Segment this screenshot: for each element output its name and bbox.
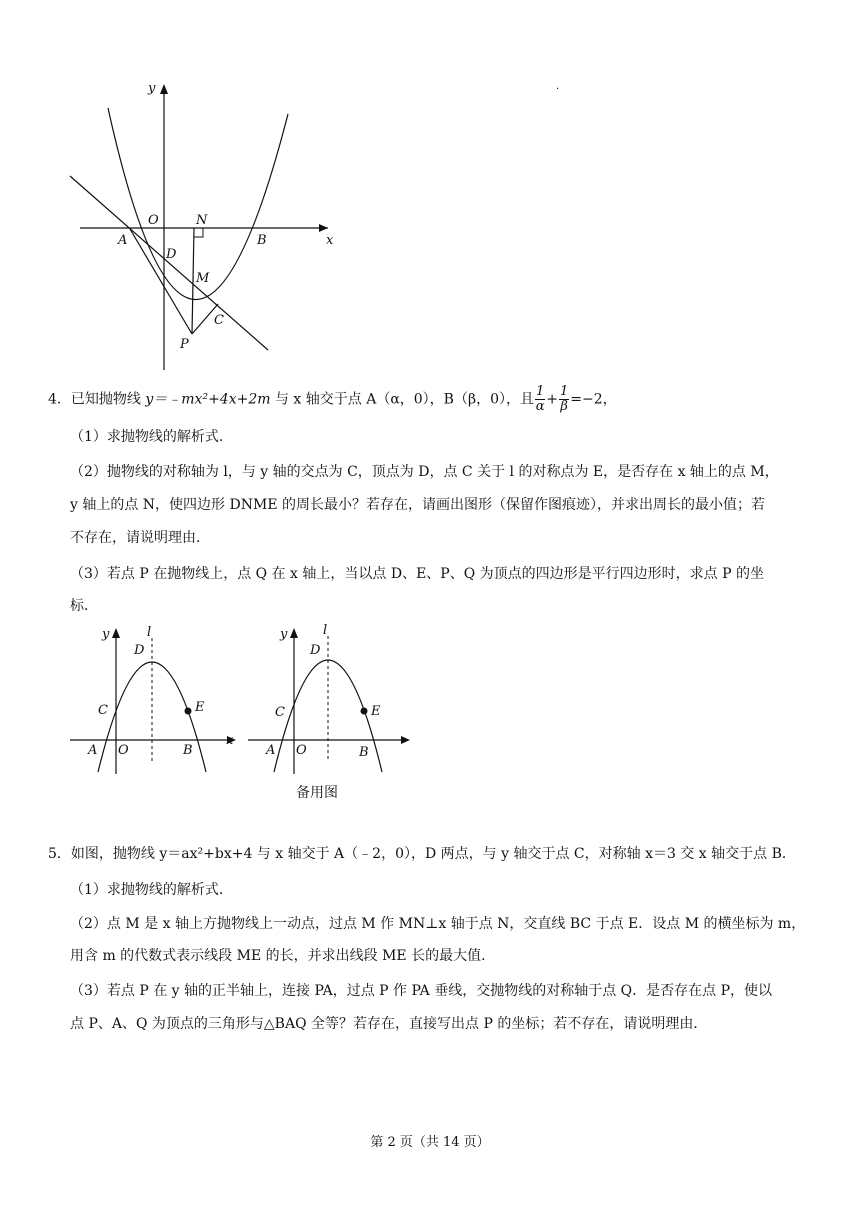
q4-part1: （1）求抛物线的解析式． <box>70 429 233 445</box>
spare-figure-caption: 备用图 <box>296 785 338 801</box>
label-l: l <box>147 625 152 640</box>
q4-statement <box>48 384 828 414</box>
label-o: O <box>148 213 159 228</box>
label-y: y <box>102 627 110 642</box>
label-y: y <box>280 627 288 642</box>
label-x: x <box>226 733 234 748</box>
q5-number: 5． <box>48 846 71 862</box>
frac-alpha-num: 1 <box>535 384 545 399</box>
y-axis-arrow-icon <box>290 628 298 638</box>
label-n: N <box>196 213 208 228</box>
label-e: E <box>371 704 381 719</box>
label-d: D <box>166 247 177 262</box>
page-footer: 第 2 页（共 14 页） <box>370 1135 490 1150</box>
frac-beta-den: β <box>560 399 568 414</box>
right-angle-mark <box>194 228 203 237</box>
q5-part2-line1: （2）点 M 是 x 轴上方抛物线上一动点，过点 M 作 MN⊥x 轴于点 N，交直线 BC 于点 E．设点 M 的横坐标为 m， <box>70 916 806 932</box>
frac-beta-num: 1 <box>560 384 569 399</box>
label-c: C <box>98 703 108 718</box>
y-axis-arrow-icon <box>160 84 168 94</box>
figure-q4-spare <box>240 622 420 774</box>
q4-part3-line1: （3）若点 P 在抛物线上，点 Q 在 x 轴上，当以点 D、E、P、Q 为顶点的四边形是平行四边形时，求点 P 的坐 <box>70 566 764 582</box>
label-d: D <box>310 643 321 658</box>
q5-part1: （1）求抛物线的解析式． <box>70 882 233 898</box>
q4-tail: =−2， <box>570 391 617 408</box>
label-l: l <box>323 623 328 638</box>
q4-part2-line2: y 轴上的点 N，使四边形 DNME 的周长最小？若存在，请画出图形（保留作图痕迹），并求出周长的最小值；若 <box>70 497 765 513</box>
label-b: B <box>183 743 193 758</box>
q4-lead: 已知抛物线 <box>70 391 146 408</box>
point-e <box>361 708 368 715</box>
label-p: P <box>180 337 189 352</box>
label-a: A <box>266 743 276 758</box>
q5-part2-line2: 用含 m 的代数式表示线段 ME 的长，并求出线段 ME 长的最大值． <box>70 948 496 964</box>
label-b: B <box>257 233 267 248</box>
q4-part3-line2: 标． <box>70 598 98 614</box>
label-m: M <box>196 271 210 286</box>
q4-part2-line3: 不存在，请说明理由． <box>70 530 210 546</box>
line-ac <box>70 176 268 350</box>
x-axis-arrow-icon <box>319 224 328 232</box>
figure-parabola-1 <box>60 78 350 378</box>
q4-part2-line1: （2）抛物线的对称轴为 l，与 y 轴的交点为 C，顶点为 D，点 C 关于 l 的对称点为 E，是否存在 x 轴上的点 M， <box>70 464 779 480</box>
y-axis-arrow-icon <box>112 628 120 638</box>
label-d: D <box>134 643 145 658</box>
figure-q4-main <box>62 622 242 774</box>
label-y: y <box>148 81 156 96</box>
point-e <box>185 708 192 715</box>
q5-statement <box>48 844 828 864</box>
label-e: E <box>195 700 205 715</box>
label-a: A <box>88 743 98 758</box>
q5-part3-line2: 点 P、A、Q 为顶点的三角形与△BAQ 全等？若存在，直接写出点 P 的坐标；若不存在，请说明理由． <box>70 1016 708 1032</box>
label-o: O <box>296 743 307 758</box>
q4-frac-alpha <box>535 385 545 414</box>
q4-number: 4． <box>48 391 71 408</box>
label-c: C <box>275 705 285 720</box>
x-axis-arrow-icon <box>401 736 410 744</box>
label-a: A <box>118 233 128 248</box>
frac-alpha-den: α <box>535 399 545 414</box>
label-x: x <box>326 233 334 248</box>
label-c: C <box>214 313 224 328</box>
label-o: O <box>118 743 129 758</box>
q4-frac-beta <box>559 385 569 414</box>
q5-part3-line1: （3）若点 P 在 y 轴的正半轴上，连接 PA，过点 P 作 PA 垂线，交抛物线的对称轴于点 Q．是否存在点 P，使以 <box>70 983 772 999</box>
q5-line1: 如图，抛物线 y＝ax²+bx+4 与 x 轴交于 A（﹣2，0），D 两点，与 y 轴交于点 C，对称轴 x＝3 交 x 轴交于点 B． <box>70 846 796 862</box>
label-b: B <box>359 745 369 760</box>
q4-equation: y＝﹣mx²+4x+2m <box>145 391 271 408</box>
segment-np <box>192 228 194 334</box>
q4-plus: + <box>546 391 558 408</box>
stray-dot: · <box>556 84 560 95</box>
segment-ap <box>130 229 192 334</box>
q4-mid: 与 x 轴交于点 A（α，0），B（β，0），且 <box>270 391 534 408</box>
